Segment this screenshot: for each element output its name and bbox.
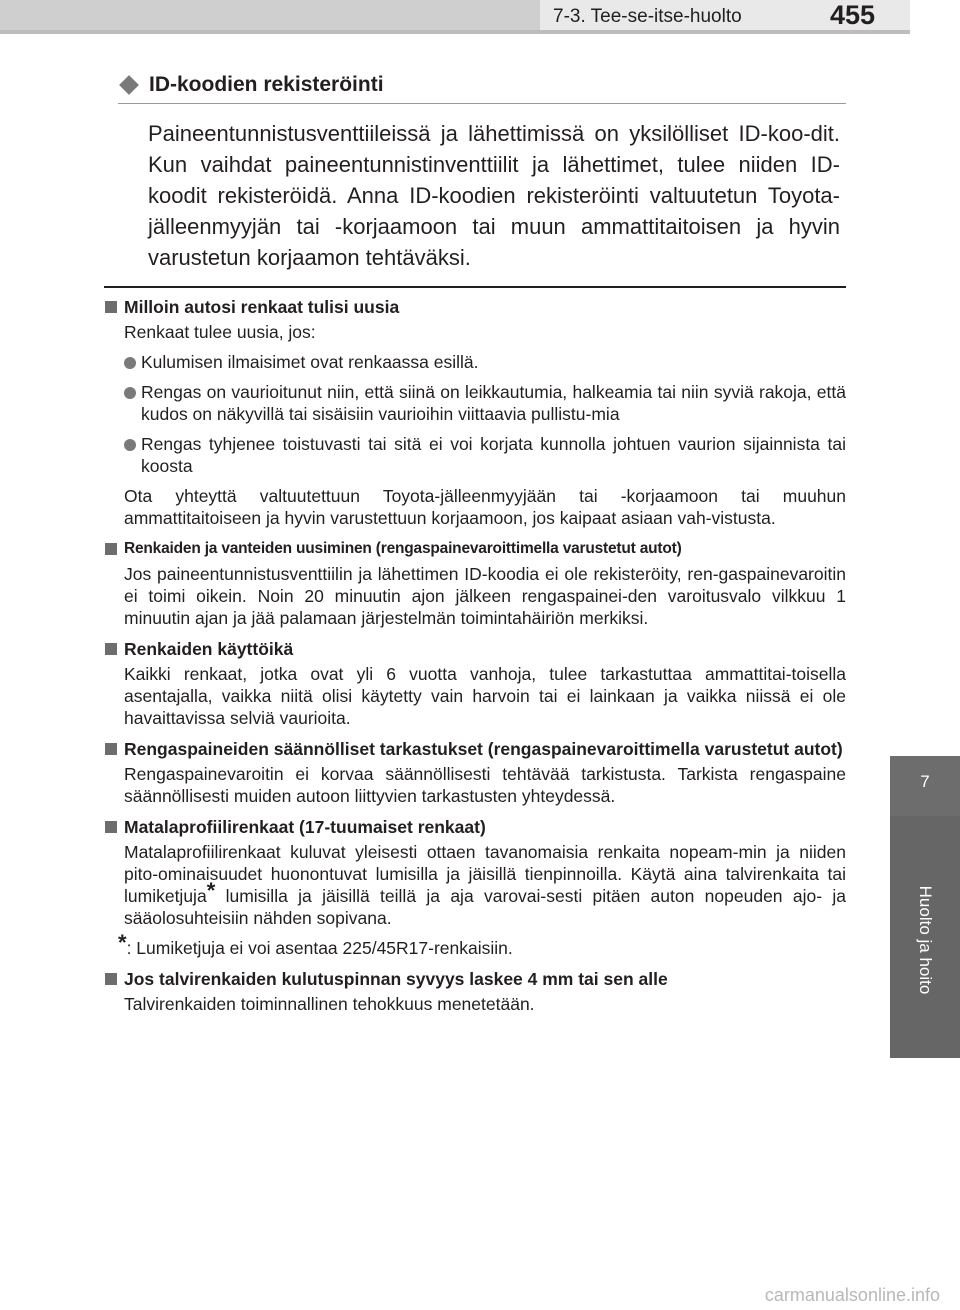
subsection-title: ID-koodien rekisteröinti — [149, 73, 384, 96]
section-pressure-checks — [104, 738, 846, 807]
subsection-heading — [118, 73, 384, 97]
list-item: Rengas on vaurioitunut niin, että siinä on leikkautumia, halkeamia tai niin syviä rakoja, että kudos on näkyvillä tai sisäisiin vaurioihin viittaavia pullistu-mia — [124, 381, 846, 425]
circle-bullet-icon — [124, 387, 136, 399]
section-paragraph: Jos paineentunnistusventtiilin ja lähettimen ID-koodia ei ole rekisteröity, ren-gaspainevaroitin ei toimi oikein. Noin 20 minuutin ajon jälkeen rengaspainei-den varoitusvalo vilkkuu 1 minuutin ajan ja jää palamaan järjestelmän toimintahäiriön merkiksi. — [124, 564, 846, 628]
list-item: Rengas tyhjenee toistuvasti tai sitä ei voi korjata kunnolla johtuen vaurion sijainnista tai koosta — [124, 433, 846, 477]
square-bullet-icon — [105, 973, 117, 985]
section-heading: Milloin autosi renkaat tulisi uusia — [104, 296, 846, 318]
page-number: 455 — [830, 0, 876, 30]
section-paragraph: Talvirenkaiden toiminnallinen tehokkuus menetetään. — [124, 994, 535, 1014]
info-sections — [104, 296, 846, 1015]
subsection-divider — [118, 103, 846, 104]
section-heading: Renkaiden käyttöikä — [104, 638, 846, 660]
header-rule — [0, 30, 910, 34]
section-heading: Matalaprofiilirenkaat (17-tuumaiset renkaat) — [104, 816, 846, 838]
section-winter-tread — [104, 968, 846, 1015]
circle-bullet-icon — [124, 439, 136, 451]
square-bullet-icon — [105, 743, 117, 755]
square-bullet-icon — [105, 643, 117, 655]
subsection-body: Paineentunnistusventtiileissä ja lähettimissä on yksilölliset ID-koo-dit. Kun vaihdat paineentunnistinventtiilit ja lähettimet, tulee niiden ID-koodit rekisteröidä. Anna ID-koodien rekisteröinti valtuutetun Toyota-jälleenmyyjän tai -korjaamoon tai muun ammattitaitoisen ja hyvin varustetun korjaamon tehtäväksi. — [148, 121, 840, 270]
square-bullet-icon — [105, 821, 117, 833]
list-item: Kulumisen ilmaisimet ovat renkaassa esillä. — [124, 351, 846, 373]
square-bullet-icon — [105, 543, 117, 555]
footnote-marker: * — [206, 878, 216, 903]
section-label: 7-3. Tee-se-itse-huolto — [553, 6, 742, 27]
section-heading: Jos talvirenkaiden kulutuspinnan syvyys laskee 4 mm tai sen alle — [104, 968, 846, 990]
footnote-text: : Lumiketjuja ei voi asentaa 225/45R17-renkaisiin. — [126, 938, 513, 958]
watermark: carmanualsonline.info — [764, 1285, 940, 1305]
chapter-number: 7 — [920, 772, 930, 791]
section-heading: Rengaspaineiden säännölliset tarkastukset (rengaspainevaroittimella varustetut autot) — [104, 738, 846, 760]
section-tire-wheel-change — [104, 538, 846, 629]
section-paragraph: Rengaspainevaroitin ei korvaa säännöllisesti tehtävää tarkistusta. Tarkista rengaspaine säännöllisesti muiden autoon liittyvien tarkastusten yhteydessä. — [124, 764, 846, 806]
section-low-profile-tires — [104, 816, 846, 959]
section-paragraph: Matalaprofiilirenkaat kuluvat yleisesti ottaen tavanomaisia renkaita nopeam-min ja niiden pito-ominaisuudet huonontuvat lumisilla ja jäisillä tienpinnoilla. Käytä aina talvirenkaita tai lumiketjuja* lumisilla ja jäisillä teillä ja aja varovai-sesti pitäen auton nopeuden ajo- ja sääolosuhteisiin nähden sopivana. — [124, 842, 846, 928]
footnote — [118, 930, 846, 959]
square-bullet-icon — [105, 301, 117, 313]
section-heading: Renkaiden ja vanteiden uusiminen (rengaspainevaroittimella varustetut autot) — [104, 538, 846, 560]
section-tire-age — [104, 638, 846, 729]
section-paragraph: Renkaat tulee uusia, jos: — [124, 322, 316, 342]
section-divider — [104, 286, 846, 288]
circle-bullet-icon — [124, 357, 136, 369]
footnote-marker: * — [118, 930, 127, 955]
section-paragraph: Ota yhteyttä valtuutettuun Toyota-jälleenmyyjään tai -korjaamoon tai muuhun ammattitaitoiseen ja hyvin varustettuun korjaamoon, jos kaipaat asiaan vah-vistusta. — [124, 486, 846, 528]
diamond-bullet-icon — [119, 75, 139, 95]
section-tire-replacement — [104, 296, 846, 529]
section-paragraph: Kaikki renkaat, jotka ovat yli 6 vuotta vanhoja, tulee tarkastuttaa ammattitai-toisella asentajalla, vaikka niitä olisi käytetty vain harvoin tai ei lainkaan ja vaikka niissä ei ole havaittavissa selviä vaurioita. — [124, 664, 846, 728]
chapter-title: Huolto ja hoito — [916, 885, 935, 995]
